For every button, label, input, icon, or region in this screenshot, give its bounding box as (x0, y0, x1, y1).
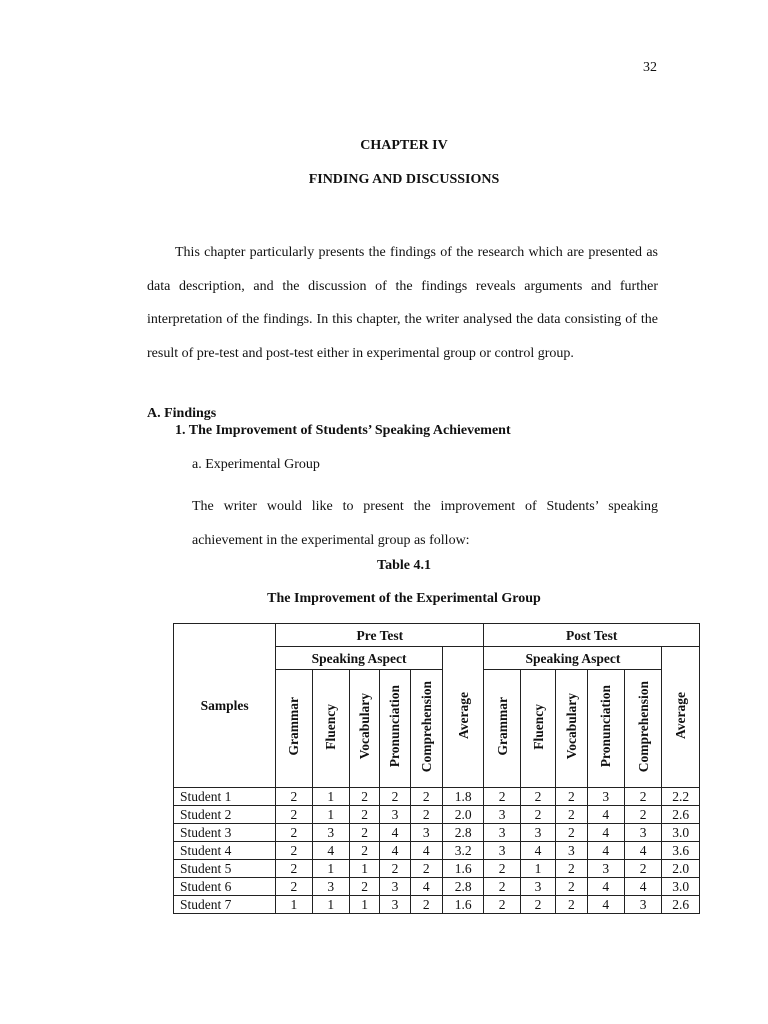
post-score-cell: 3 (484, 842, 520, 860)
aspect-label: Vocabulary (563, 693, 579, 760)
post-average-header (662, 647, 700, 788)
post-aspect-header (624, 670, 661, 788)
samples-header: Samples (174, 624, 276, 788)
sample-name-cell: Student 5 (174, 860, 276, 878)
aspect-label: Vocabulary (357, 693, 373, 760)
post-score-cell: 2 (484, 860, 520, 878)
pre-aspect-header (276, 670, 312, 788)
post-score-cell: 4 (587, 896, 624, 914)
post-score-cell: 4 (624, 842, 661, 860)
post-score-cell: 3 (484, 806, 520, 824)
post-score-cell: 2 (556, 896, 587, 914)
pre-score-cell: 2 (410, 860, 442, 878)
post-average-cell: 2.6 (662, 806, 700, 824)
pre-score-cell: 4 (410, 878, 442, 896)
aspect-label: Comprehension (635, 680, 651, 773)
pre-score-cell: 1 (276, 896, 312, 914)
table-row (174, 806, 700, 824)
pre-average-cell: 3.2 (442, 842, 483, 860)
table-caption: The Improvement of the Experimental Group (267, 591, 541, 606)
pre-score-cell: 4 (410, 842, 442, 860)
post-average-cell: 2.6 (662, 896, 700, 914)
sub-sub-heading: a. Experimental Group (192, 457, 320, 472)
table-row (174, 842, 700, 860)
post-score-cell: 2 (556, 860, 587, 878)
sample-name-cell: Student 2 (174, 806, 276, 824)
pre-average-cell: 2.8 (442, 824, 483, 842)
post-score-cell: 2 (484, 878, 520, 896)
post-score-cell: 4 (624, 878, 661, 896)
pre-score-cell: 2 (276, 842, 312, 860)
section-paragraph: The writer would like to present the improvement of Students’ speaking achievement in the experimental group as follow: (192, 499, 658, 548)
post-aspect-header (520, 670, 555, 788)
pre-aspect-header (349, 670, 379, 788)
pre-aspect-header (312, 670, 349, 788)
pre-score-cell: 4 (380, 824, 410, 842)
post-aspect-header (484, 670, 520, 788)
pre-score-cell: 2 (349, 842, 379, 860)
post-score-cell: 1 (520, 860, 555, 878)
pre-score-cell: 3 (380, 878, 410, 896)
post-score-cell: 3 (587, 860, 624, 878)
post-score-cell: 2 (624, 788, 661, 806)
pre-average-cell: 2.8 (442, 878, 483, 896)
pre-average-cell: 1.8 (442, 788, 483, 806)
post-average-label: Average (673, 691, 689, 739)
chapter-subtitle: FINDING AND DISCUSSIONS (308, 172, 500, 187)
pre-average-cell: 1.6 (442, 896, 483, 914)
pre-score-cell: 2 (349, 788, 379, 806)
pre-aspect-header (380, 670, 410, 788)
pre-average-cell: 1.6 (442, 860, 483, 878)
pre-average-header (442, 647, 483, 788)
post-score-cell: 2 (556, 788, 587, 806)
aspect-label: Pronunciation (598, 685, 614, 768)
post-score-cell: 3 (624, 896, 661, 914)
pre-score-cell: 2 (276, 788, 312, 806)
pre-average-cell: 2.0 (442, 806, 483, 824)
post-average-cell: 3.0 (662, 878, 700, 896)
pre-score-cell: 1 (349, 896, 379, 914)
pre-score-cell: 2 (349, 878, 379, 896)
pre-score-cell: 3 (380, 896, 410, 914)
post-score-cell: 3 (556, 842, 587, 860)
post-score-cell: 2 (556, 824, 587, 842)
post-score-cell: 3 (624, 824, 661, 842)
pre-score-cell: 3 (410, 824, 442, 842)
pre-score-cell: 2 (410, 806, 442, 824)
aspect-label: Fluency (323, 703, 339, 750)
pre-average-label: Average (455, 691, 471, 739)
post-score-cell: 2 (484, 788, 520, 806)
pre-score-cell: 1 (312, 788, 349, 806)
pre-score-cell: 3 (312, 824, 349, 842)
post-average-cell: 2.2 (662, 788, 700, 806)
pre-score-cell: 2 (410, 896, 442, 914)
pre-score-cell: 2 (349, 806, 379, 824)
pre-score-cell: 2 (276, 824, 312, 842)
pre-score-cell: 1 (349, 860, 379, 878)
pre-score-cell: 1 (312, 896, 349, 914)
pre-speaking-aspect-header: Speaking Aspect (276, 647, 443, 670)
pre-score-cell: 2 (276, 860, 312, 878)
pre-score-cell: 2 (410, 788, 442, 806)
post-score-cell: 2 (556, 806, 587, 824)
post-score-cell: 2 (624, 860, 661, 878)
pre-test-header: Pre Test (276, 624, 484, 647)
intro-paragraph: This chapter particularly presents the findings of the research which are presented as data description, and the discussion of the findings reveals arguments and further interpretation of the findings. In this chapter, the writer analysed the data consisting of the result of pre-test and post-test either in experimental group or control group. (147, 245, 658, 361)
aspect-label: Fluency (530, 703, 546, 750)
pre-score-cell: 1 (312, 806, 349, 824)
pre-score-cell: 2 (349, 824, 379, 842)
pre-score-cell: 4 (312, 842, 349, 860)
pre-score-cell: 2 (380, 788, 410, 806)
post-score-cell: 2 (624, 806, 661, 824)
table-row (174, 824, 700, 842)
post-score-cell: 2 (520, 788, 555, 806)
aspect-label: Grammar (494, 697, 510, 756)
post-average-cell: 3.0 (662, 824, 700, 842)
pre-score-cell: 4 (380, 842, 410, 860)
table-row (174, 860, 700, 878)
pre-score-cell: 3 (312, 878, 349, 896)
sample-name-cell: Student 3 (174, 824, 276, 842)
sub-heading: 1. The Improvement of Students’ Speaking Achievement (175, 423, 511, 438)
section-heading: A. Findings (147, 406, 217, 421)
table-label: Table 4.1 (377, 558, 431, 573)
post-score-cell: 4 (587, 842, 624, 860)
post-score-cell: 3 (520, 824, 555, 842)
post-score-cell: 3 (520, 878, 555, 896)
post-score-cell: 4 (587, 806, 624, 824)
post-score-cell: 2 (484, 896, 520, 914)
chapter-title: CHAPTER IV (360, 138, 448, 153)
post-score-cell: 4 (587, 824, 624, 842)
post-score-cell: 4 (587, 878, 624, 896)
sample-name-cell: Student 4 (174, 842, 276, 860)
pre-aspect-header (410, 670, 442, 788)
post-score-cell: 2 (520, 806, 555, 824)
table-row (174, 788, 700, 806)
aspect-label: Pronunciation (387, 685, 403, 768)
page-number: 32 (643, 60, 657, 75)
pre-score-cell: 2 (276, 878, 312, 896)
post-test-header: Post Test (484, 624, 700, 647)
pre-score-cell: 3 (380, 806, 410, 824)
table-row (174, 878, 700, 896)
post-score-cell: 3 (484, 824, 520, 842)
sample-name-cell: Student 6 (174, 878, 276, 896)
post-score-cell: 3 (587, 788, 624, 806)
aspect-label: Comprehension (418, 680, 434, 773)
post-average-cell: 3.6 (662, 842, 700, 860)
aspect-label: Grammar (286, 697, 302, 756)
pre-score-cell: 2 (276, 806, 312, 824)
sample-name-cell: Student 1 (174, 788, 276, 806)
pre-score-cell: 1 (312, 860, 349, 878)
post-aspect-header (556, 670, 587, 788)
pre-score-cell: 2 (380, 860, 410, 878)
sample-name-cell: Student 7 (174, 896, 276, 914)
post-speaking-aspect-header: Speaking Aspect (484, 647, 662, 670)
post-score-cell: 4 (520, 842, 555, 860)
post-aspect-header (587, 670, 624, 788)
results-table (173, 623, 700, 914)
post-average-cell: 2.0 (662, 860, 700, 878)
post-score-cell: 2 (556, 878, 587, 896)
post-score-cell: 2 (520, 896, 555, 914)
table-row (174, 896, 700, 914)
